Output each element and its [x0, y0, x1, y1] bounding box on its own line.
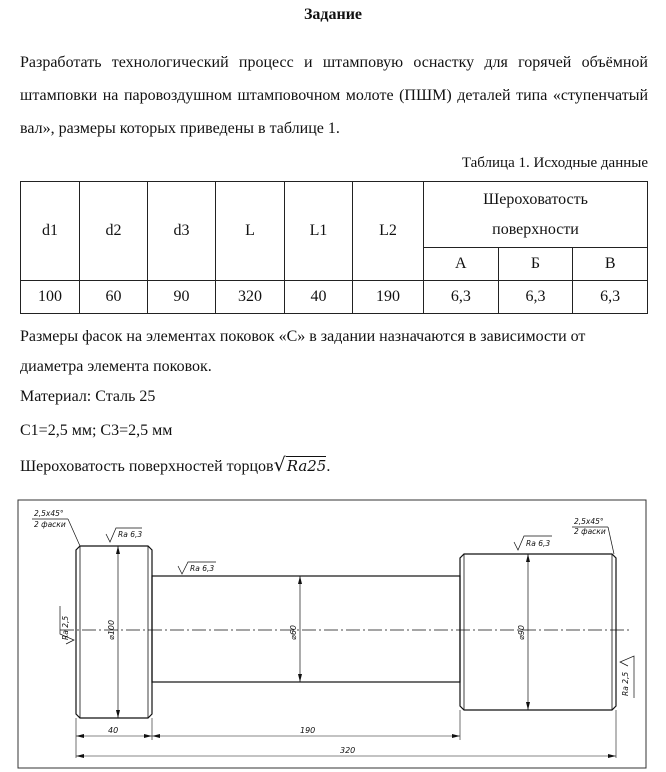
value-roughness-v: 6,3 — [573, 281, 648, 314]
dim-l1-label: 40 — [108, 726, 119, 735]
dim-l2-label: 190 — [300, 726, 316, 735]
header-roughness-a: А — [424, 248, 499, 281]
header-l1: L1 — [285, 182, 353, 281]
shaft-drawing — [0, 490, 666, 772]
value-d3: 90 — [148, 281, 216, 314]
chamfer-left-label: 2,5x45° — [34, 509, 64, 518]
roughness-line: Шероховатость поверхностей торцов√Ra25. — [20, 454, 331, 476]
dim-l-label: 320 — [340, 746, 356, 755]
shaft-middle — [152, 576, 460, 682]
chamfer-values-line: С1=2,5 мм; С3=2,5 мм — [20, 422, 173, 439]
value-d1: 100 — [21, 281, 80, 314]
sqrt-icon: √ — [273, 454, 286, 476]
table-row — [21, 281, 648, 314]
header-roughness-v: В — [573, 248, 648, 281]
dia-left-label: ⌀100 — [107, 619, 116, 640]
dia-right-label: ⌀90 — [517, 625, 526, 640]
value-roughness-b: 6,3 — [498, 281, 573, 314]
ra-right-end: Ra 2,5 — [621, 671, 630, 696]
material-line: Материал: Сталь 25 — [20, 388, 156, 405]
value-l1: 40 — [285, 281, 353, 314]
ra-left-top: Ra 6,3 — [118, 530, 143, 539]
header-l: L — [216, 182, 285, 281]
value-d2: 60 — [80, 281, 148, 314]
header-roughness-line2: поверхности — [492, 220, 579, 238]
roughness-label: Шероховатость поверхностей торцов — [20, 458, 274, 475]
ra-middle: Ra 6,3 — [190, 564, 215, 573]
chamfer-right-note: 2 фаски — [574, 527, 606, 536]
ra-right-top: Ra 6,3 — [526, 539, 551, 548]
header-roughness-b: Б — [498, 248, 573, 281]
header-roughness-line1: Шероховатость — [483, 190, 588, 208]
flange-right — [460, 554, 616, 710]
header-l2: L2 — [353, 182, 424, 281]
header-d3: d3 — [148, 182, 216, 281]
source-data-table — [20, 181, 648, 314]
chamfer-right-label: 2,5x45° — [574, 517, 604, 526]
header-roughness — [424, 182, 648, 248]
header-d1: d1 — [21, 182, 80, 281]
value-l2: 190 — [353, 281, 424, 314]
table-caption: Таблица 1. Исходные данные — [461, 155, 648, 171]
task-description: Разработать технологический процесс и штамповую оснастку для горячей объёмной штамповки на паровоздушном штамповочном молоте (ПШМ) деталей типа «ступенчатый вал», размеры которых приведены в таблице 1. — [20, 54, 648, 137]
dia-middle-label: ⌀60 — [289, 625, 298, 640]
roughness-value: Ra25 — [286, 457, 327, 475]
ra-left-end: Ra 2,5 — [61, 615, 70, 640]
chamfer-left-note: 2 фаски — [34, 520, 66, 529]
chamfer-note: Размеры фасок на элементах поковок «С» в задании назначаются в зависимости от диаметра элемента поковок. — [20, 328, 586, 375]
value-roughness-a: 6,3 — [424, 281, 499, 314]
page-title: Задание — [303, 6, 363, 23]
value-l: 320 — [216, 281, 285, 314]
header-d2: d2 — [80, 182, 148, 281]
